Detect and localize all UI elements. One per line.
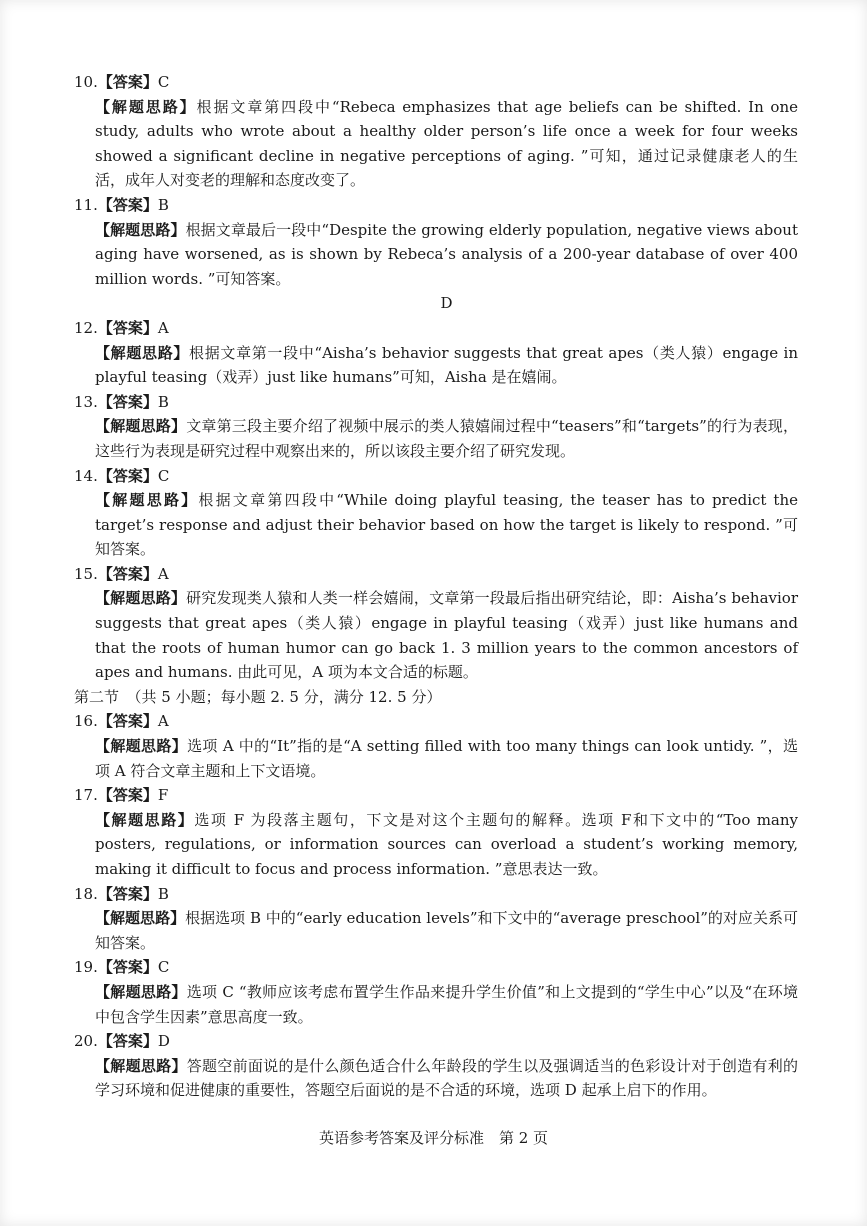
answer-tag: 【答案】 [97,712,158,731]
item-number: 12. [74,318,98,337]
reasoning-body: 根据文章第四段中“While doing playful teasing, the teaser has to predict the target’s response and adjust their behavior based on how the target is likely to respond. ”可知答案。 [95,491,798,559]
item-number: 15. [74,564,98,583]
answer-value: B [157,884,169,903]
reasoning-text [74,341,798,390]
part-two-heading: 第二节 （共 5 小题；每小题 2. 5 分，满分 12. 5 分） [74,687,442,706]
reasoning-tag: 【解题思路】 [95,343,190,362]
answer-value: C [157,73,170,91]
reasoning-body: 根据文章第一段中“Aisha’s behavior suggests that great apes（类人猿）engage in playful teasing（戏弄）just like humans”可知，Aisha 是在嬉闹。 [95,343,798,387]
reasoning-body: 研究发现类人猿和人类一样会嬉闹，文章第一段最后指出研究结论，即：Aisha’s behavior suggests that great apes（类人猿）engage in playful teasing（戏弄）just like humans and that the roots of human humor can go back 1. 3 million years to the common ancestors of apes and humans. 由此可见，A 项为本文合适的标题。 [95,589,798,682]
reasoning-tag: 【解题思路】 [95,417,187,436]
reasoning-text [74,734,798,783]
answer-line [74,562,798,587]
reasoning-text [74,95,798,193]
reasoning-text [74,218,798,292]
answer-item-13 [74,390,798,464]
reasoning-tag: 【解题思路】 [95,97,197,116]
answer-value: B [157,392,169,411]
answer-item-18 [74,882,798,956]
answer-value: B [157,195,169,214]
answer-item-11 [74,193,798,291]
reasoning-tag: 【解题思路】 [95,909,186,928]
answer-line [74,464,798,489]
answer-item-15 [74,562,798,685]
answer-line [74,955,798,980]
item-number: 20. [74,1032,98,1051]
answer-item-16 [74,709,798,783]
answer-line [74,882,798,907]
item-number: 17. [74,786,98,805]
page-content [74,70,798,1103]
item-number: 16. [74,712,98,731]
answer-item-12 [74,316,798,390]
answer-item-19 [74,955,798,1029]
reasoning-tag: 【解题思路】 [95,1056,187,1075]
reasoning-body: 根据文章第四段中“Rebeca emphasizes that age beliefs can be shifted. In one study, adults who wrote about a healthy older person’s life once a week for four weeks showed a significant decline in negative perceptions of aging. ”可知，通过记录健康老人的生活，成年人对变老的理解和态度改变了。 [95,97,798,190]
reasoning-body: 根据选项 B 中的“early education levels”和下文中的“average preschool”的对应关系可知答案。 [95,909,798,952]
reasoning-body: 选项 A 中的“It”指的是“A setting filled with too many things can look untidy. ”，选项 A 符合文章主题和上下文语境。 [95,737,798,780]
reasoning-body: 选项 F 为段落主题句，下文是对这个主题句的解释。选项 F和下文中的“Too many posters, regulations, or information sources can overload a student’s working memory, making it difficult to focus and process information. ”意思表达一致。 [95,810,798,878]
answer-value: A [157,564,169,583]
section-d-heading: D [440,294,453,313]
answer-tag: 【答案】 [97,466,158,485]
answer-tag: 【答案】 [97,392,158,411]
answer-tag: 【答案】 [97,73,158,91]
answer-value: C [157,466,170,485]
reasoning-text [74,980,798,1029]
answer-item-10 [74,70,798,193]
reasoning-body: 选项 C “教师应该考虑布置学生作品来提升学生价值”和上文提到的“学生中心”以及“在环境中包含学生因素”意思高度一致。 [95,982,798,1026]
reasoning-tag: 【解题思路】 [95,220,186,239]
answer-line [74,1029,798,1054]
item-number: 14. [74,466,98,485]
answer-tag: 【答案】 [97,564,158,583]
reasoning-text [74,586,798,684]
answer-item-17 [74,783,798,881]
page-footer: 英语参考答案及评分标准 第 2 页 [318,1129,549,1147]
answer-value: D [157,1032,170,1051]
reasoning-tag: 【解题思路】 [95,982,187,1001]
reasoning-text [74,1054,798,1103]
answer-item-14 [74,464,798,562]
item-number: 19. [74,958,98,977]
answer-value: C [157,958,170,977]
answer-line [74,193,798,218]
answer-value: A [157,712,169,731]
answer-value: F [157,786,169,805]
reasoning-tag: 【解题思路】 [95,491,199,510]
answer-line [74,390,798,415]
answer-tag: 【答案】 [97,786,158,805]
item-number: 13. [74,392,98,411]
answer-line [74,316,798,341]
reasoning-tag: 【解题思路】 [95,810,195,829]
reasoning-body: 文章第三段主要介绍了视频中展示的类人猿嬉闹过程中“teasers”和“targets”的行为表现，这些行为表现是研究过程中观察出来的，所以该段主要介绍了研究发现。 [95,417,798,460]
reasoning-text [74,488,798,562]
item-number: 11. [74,195,98,214]
reasoning-body: 根据文章最后一段中“Despite the growing elderly population, negative views about aging have worsened, as is shown by Rebeca’s analysis of a 200-year database of over 400 million words. ”可知答案。 [95,220,798,288]
answer-tag: 【答案】 [97,1032,158,1051]
reasoning-tag: 【解题思路】 [95,589,187,608]
answer-line [74,709,798,734]
answer-tag: 【答案】 [97,958,158,977]
answer-tag: 【答案】 [97,195,158,214]
answer-value: A [157,318,169,337]
answer-tag: 【答案】 [97,318,158,337]
reasoning-tag: 【解题思路】 [95,737,188,756]
answer-item-20 [74,1029,798,1103]
reasoning-text [74,808,798,882]
answer-line [74,783,798,808]
item-number: 18. [74,884,98,903]
item-number: 10. [74,73,98,91]
reasoning-text [74,414,798,463]
reasoning-text [74,906,798,955]
answer-line [74,70,798,95]
answer-tag: 【答案】 [97,884,158,903]
reasoning-body: 答题空前面说的是什么颜色适合什么年龄段的学生以及强调适当的色彩设计对于创造有利的学习环境和促进健康的重要性，答题空后面说的是不合适的环境，选项 D 起承上启下的作用。 [95,1056,798,1100]
